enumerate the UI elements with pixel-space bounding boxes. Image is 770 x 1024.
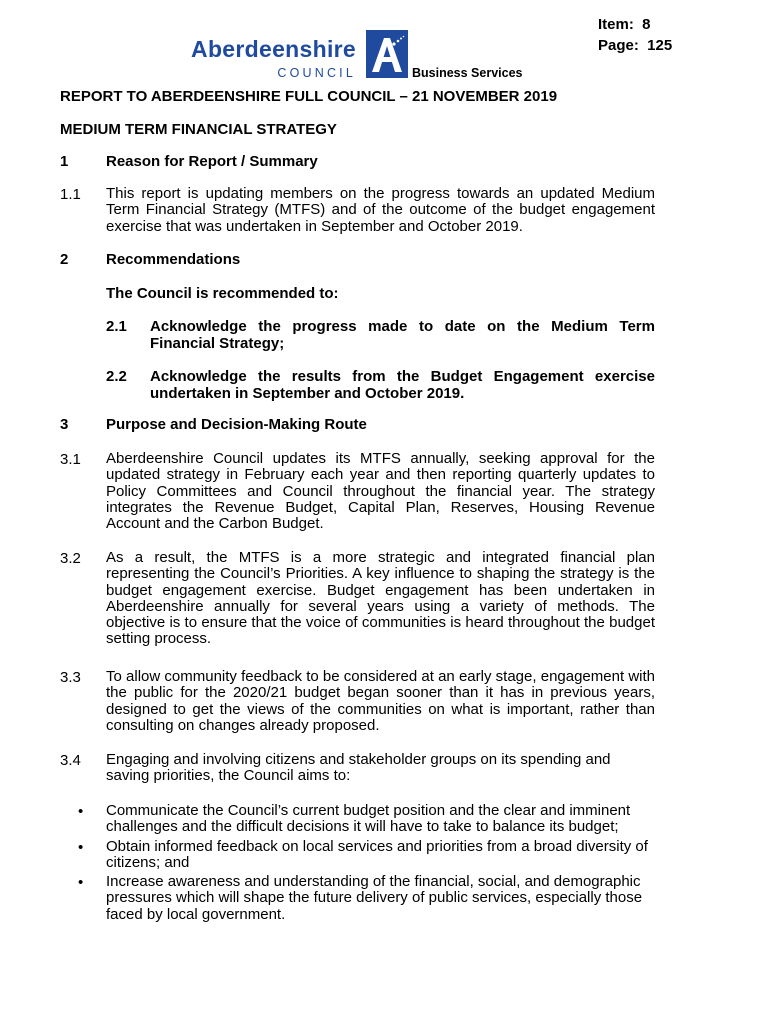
paragraph-text: This report is updating members on the progress towards an updated Medium Term Financial Strategy (MTFS) and of the outcome of the budget engagement exercise that was undertaken in September and October 2019. bbox=[106, 185, 655, 235]
section-number: 2 bbox=[60, 251, 69, 268]
paragraph-number: 3.4 bbox=[60, 752, 81, 769]
report-title: REPORT TO ABERDEENSHIRE FULL COUNCIL – 21 NOVEMBER 2019 bbox=[60, 88, 558, 105]
report-subject: MEDIUM TERM FINANCIAL STRATEGY bbox=[60, 121, 337, 138]
paragraph-text: As a result, the MTFS is a more strategic and integrated financial plan representing the Council’s Priorities. A key influence to shaping the strategy is the budget engagement exercise. Budget engagement has been undertaken in Aberdeenshire annually for several years using a variety of methods. The objective is to ensure that the voice of communities is heard throughout the budget setting process. bbox=[106, 549, 655, 648]
recommendation-text: Acknowledge the results from the Budget Engagement exercise undertaken in September and October 2019. bbox=[150, 368, 655, 402]
paragraph-number: 3.3 bbox=[60, 669, 81, 686]
recommendation-number: 2.1 bbox=[106, 318, 127, 335]
paragraph-number: 3.2 bbox=[60, 550, 81, 567]
item-page-info bbox=[598, 14, 672, 56]
section-number: 3 bbox=[60, 416, 69, 433]
paragraph-number: 1.1 bbox=[60, 186, 81, 203]
council-brand bbox=[186, 36, 356, 80]
paragraph-text: Engaging and involving citizens and stakeholder groups on its spending and saving priorities, the Council aims to: bbox=[106, 751, 611, 785]
aberdeenshire-a-logo-icon bbox=[366, 30, 408, 78]
page-number: Page: 125 bbox=[598, 37, 673, 54]
section-heading: Purpose and Decision-Making Route bbox=[106, 416, 367, 433]
section-number: 1 bbox=[60, 153, 69, 170]
brand-name: Aberdeenshire bbox=[191, 36, 356, 62]
recommendation-number: 2.2 bbox=[106, 368, 127, 385]
recommendation-intro: The Council is recommended to: bbox=[106, 285, 339, 302]
list-item: Obtain informed feedback on local services and priorities from a broad diversity of citizens; and bbox=[106, 838, 648, 872]
section-heading: Recommendations bbox=[106, 251, 241, 268]
paragraph-text: To allow community feedback to be considered at an early stage, engagement with the public for the 2020/21 budget began sooner than it has in previous years, designed to get the views of the communities on what is important, rather than consulting on changes already proposed. bbox=[106, 668, 655, 734]
bullet-icon: • bbox=[78, 874, 84, 891]
recommendation-text: Acknowledge the progress made to date on the Medium Term Financial Strategy; bbox=[150, 318, 655, 352]
section-heading: Reason for Report / Summary bbox=[106, 153, 318, 170]
paragraph-text: Aberdeenshire Council updates its MTFS annually, seeking approval for the updated strategy in February each year and then reporting quarterly updates to Policy Committees and Council throughout the financial year. The strategy integrates the Revenue Budget, Capital Plan, Reserves, Housing Revenue Account and the Carbon Budget. bbox=[106, 450, 655, 533]
item-number: Item: 8 bbox=[598, 16, 651, 33]
list-item: Increase awareness and understanding of the financial, social, and demographic pressures which will shape the future delivery of public services, especially those faced by local government. bbox=[106, 873, 643, 923]
department-label: Business Services bbox=[412, 66, 523, 80]
brand-subtitle: COUNCIL bbox=[277, 66, 356, 80]
paragraph-number: 3.1 bbox=[60, 451, 81, 468]
bullet-icon: • bbox=[78, 803, 84, 820]
list-item: Communicate the Council’s current budget position and the clear and imminent challenges and the difficult decisions it will have to take to balance its budget; bbox=[106, 802, 631, 836]
bullet-icon: • bbox=[78, 839, 84, 856]
